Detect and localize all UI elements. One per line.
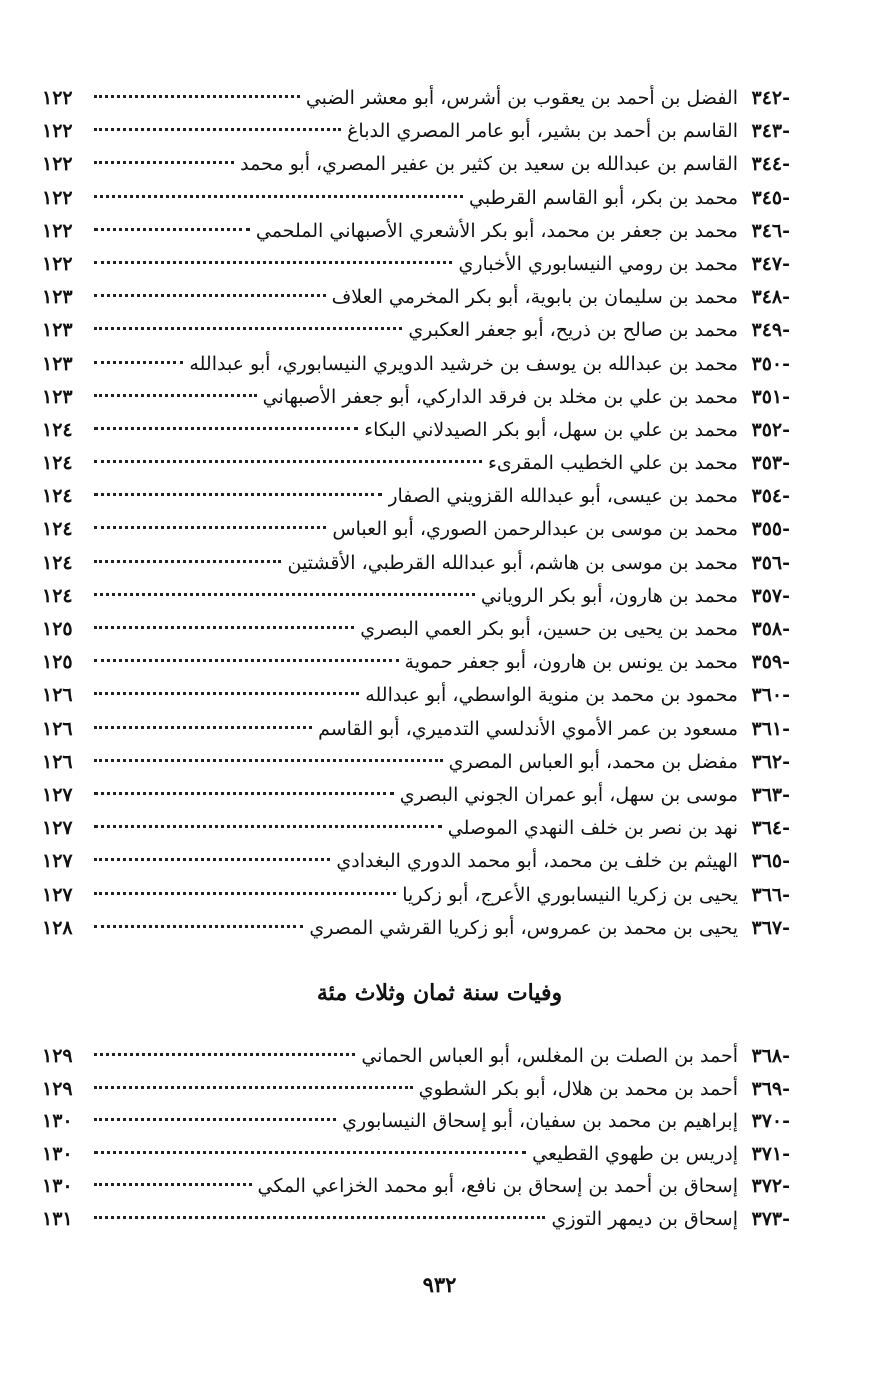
index-entry — [42, 879, 790, 912]
index-entry — [42, 480, 790, 513]
dot-leader — [94, 1053, 355, 1056]
entry-number: -٣٥٧ — [751, 584, 790, 607]
entry-name: محمود بن محمد بن منوية الواسطي، أبو عبدالله — [365, 684, 738, 707]
entry-page: ١٢٢ — [42, 120, 73, 143]
dot-leader — [94, 394, 257, 397]
entry-name: مفضل بن محمد، أبو العباس المصري — [448, 750, 738, 773]
entry-page: ١٣١ — [42, 1207, 73, 1230]
entry-name: أحمد بن محمد بن هلال، أبو بكر الشطوي — [418, 1077, 738, 1100]
entry-number: -٣٤٣ — [751, 120, 790, 143]
dot-leader — [94, 95, 300, 98]
entry-number: -٣٥٦ — [751, 551, 790, 574]
dot-leader — [94, 825, 442, 828]
index-list — [42, 82, 790, 945]
index-entry — [42, 115, 790, 148]
entry-number: -٣٥٨ — [751, 618, 790, 640]
dot-leader — [94, 1086, 413, 1089]
index-entry — [42, 248, 790, 281]
dot-leader — [94, 759, 443, 762]
entry-number: -٣٦٢ — [751, 750, 790, 773]
index-entry — [42, 1073, 790, 1106]
entry-number: -٣٥٤ — [751, 485, 790, 508]
entry-page: ١٢٩ — [42, 1077, 73, 1100]
entry-page: ١٢٥ — [42, 651, 73, 674]
entry-number: -٣٧١ — [751, 1142, 790, 1165]
entry-name: إسحاق بن أحمد بن إسحاق بن نافع، أبو محمد الخزاعي المكي — [257, 1175, 738, 1198]
dot-leader — [94, 294, 326, 297]
index-entry — [42, 281, 790, 314]
index-entry — [42, 381, 790, 414]
entry-name: القاسم بن أحمد بن بشير، أبو عامر المصري الدباغ — [347, 120, 738, 143]
index-entry — [42, 1040, 790, 1073]
index-entry — [42, 646, 790, 679]
dot-leader — [94, 460, 482, 463]
entry-name: محمد بن موسى بن عبدالرحمن الصوري، أبو العباس — [332, 518, 738, 541]
index-entry — [42, 1203, 790, 1236]
dot-leader — [94, 858, 330, 861]
entry-number: -٣٥٠ — [751, 352, 790, 375]
entry-name: إبراهيم بن محمد بن سفيان، أبو إسحاق النيسابوري — [342, 1110, 738, 1133]
entry-name: محمد بن يحيى بن حسين، أبو بكر العمي البصري — [360, 618, 738, 640]
entry-number: -٣٥٢ — [751, 418, 790, 441]
entry-name: محمد بن يونس بن هارون، أبو جعفر حموية — [404, 651, 738, 674]
entry-page: ١٣٠ — [42, 1142, 73, 1165]
entry-page: ١٣٠ — [42, 1110, 73, 1133]
index-entry — [42, 779, 790, 812]
index-entry — [42, 215, 790, 248]
index-entry — [42, 513, 790, 546]
dot-leader — [94, 692, 359, 695]
entry-page: ١٢٩ — [42, 1045, 73, 1067]
entry-number: -٣٤٩ — [751, 319, 790, 342]
index-entry — [42, 348, 790, 381]
entry-number: -٣٤٢ — [751, 87, 790, 109]
dot-leader — [94, 892, 396, 895]
entry-page: ١٢٢ — [42, 186, 73, 209]
entry-name: محمد بن عيسى، أبو عبدالله القزويني الصفار — [388, 485, 738, 508]
dot-leader — [94, 526, 326, 529]
entry-name: إدريس بن طهوي القطيعي — [532, 1142, 738, 1165]
section-heading: وفيات سنة ثمان وثلاث مئة — [316, 980, 563, 1006]
entry-name: أحمد بن الصلت بن المغلس، أبو العباس الحماني — [361, 1045, 738, 1067]
entry-page: ١٢٧ — [42, 883, 73, 906]
entry-name: إسحاق بن ديمهر التوزي — [551, 1207, 738, 1230]
entry-number: -٣٦١ — [751, 717, 790, 740]
dot-leader — [94, 659, 399, 662]
index-entry — [42, 912, 790, 945]
dot-leader — [94, 1183, 252, 1186]
dot-leader — [94, 427, 358, 430]
index-entry — [42, 613, 790, 646]
entry-number: -٣٧٠ — [751, 1110, 790, 1133]
entry-page: ١٢٣ — [42, 286, 73, 309]
entry-name: محمد بن سليمان بن بابوية، أبو بكر المخرمي العلاف — [331, 286, 738, 309]
entry-name: الهيثم بن خلف بن محمد، أبو محمد الدوري البغدادي — [336, 850, 738, 873]
entry-number: -٣٥٩ — [751, 651, 790, 674]
entry-name: يحيى بن زكريا النيسابوري الأعرج، أبو زكريا — [402, 883, 738, 906]
index-entry — [42, 447, 790, 480]
entry-name: محمد بن علي بن مخلد بن فرقد الداركي، أبو جعفر الأصبهاني — [262, 385, 738, 408]
entry-number: -٣٦٥ — [751, 850, 790, 873]
index-entry — [42, 812, 790, 845]
index-entry — [42, 314, 790, 347]
entry-name: موسى بن سهل، أبو عمران الجوني البصري — [399, 783, 738, 806]
entry-page: ١٣٠ — [42, 1175, 73, 1198]
dot-leader — [94, 161, 234, 164]
dot-leader — [94, 1118, 336, 1121]
dot-leader — [94, 1151, 526, 1154]
entry-name: محمد بن عبدالله بن يوسف بن خرشيد الدويري النيسابوري، أبو عبدالله — [189, 352, 738, 375]
entry-number: -٣٥٥ — [751, 518, 790, 541]
index-entry — [42, 845, 790, 878]
dot-leader — [94, 361, 183, 364]
index-entry — [42, 1138, 790, 1171]
entry-number: -٣٤٥ — [751, 186, 790, 209]
dot-leader — [94, 228, 250, 231]
entry-page: ١٢٤ — [42, 485, 73, 508]
entry-number: -٣٦٤ — [751, 817, 790, 840]
dot-leader — [94, 726, 312, 729]
entry-number: -٣٤٧ — [751, 252, 790, 275]
dot-leader — [94, 195, 463, 198]
entry-page: ١٢٤ — [42, 418, 73, 441]
dot-leader — [94, 1216, 545, 1219]
entry-page: ١٢٦ — [42, 750, 73, 773]
dot-leader — [94, 792, 394, 795]
index-entry — [42, 679, 790, 712]
dot-leader — [94, 560, 281, 563]
dot-leader — [94, 493, 382, 496]
index-entry — [42, 580, 790, 613]
entry-page: ١٢٦ — [42, 684, 73, 707]
page-number: ٩٣٢ — [422, 1272, 457, 1297]
entry-page: ١٢٧ — [42, 783, 73, 806]
index-entry — [42, 182, 790, 215]
entry-page: ١٢٧ — [42, 817, 73, 840]
dot-leader — [94, 327, 402, 330]
entry-page: ١٢٤ — [42, 452, 73, 475]
dot-leader — [94, 626, 354, 629]
entry-name: يحيى بن محمد بن عمروس، أبو زكريا القرشي المصري — [309, 916, 738, 939]
entry-number: -٣٦٣ — [751, 783, 790, 806]
entry-number: -٣٦٠ — [751, 684, 790, 707]
entry-number: -٣٤٦ — [751, 219, 790, 242]
dot-leader — [94, 593, 475, 596]
entry-page: ١٢٤ — [42, 551, 73, 574]
entry-name: محمد بن علي الخطيب المقرىء — [487, 452, 738, 475]
entry-number: -٣٧٣ — [751, 1207, 790, 1230]
index-entry — [42, 148, 790, 181]
entry-number: -٣٦٧ — [751, 916, 790, 939]
entry-name: نهد بن نصر بن خلف النهدي الموصلي — [447, 817, 738, 840]
entry-page: ١٢٣ — [42, 319, 73, 342]
dot-leader — [94, 128, 341, 131]
entry-name: مسعود بن عمر الأموي الأندلسي التدميري، أبو القاسم — [318, 717, 738, 740]
entry-page: ١٢٧ — [42, 850, 73, 873]
index-entry — [42, 82, 790, 115]
entry-name: محمد بن رومي النيسابوري الأخباري — [458, 252, 738, 275]
dot-leader — [94, 925, 303, 928]
entry-name: محمد بن موسى بن هاشم، أبو عبدالله القرطبي، الأقشتين — [287, 551, 738, 574]
entry-number: -٣٦٦ — [751, 883, 790, 906]
entry-page: ١٢٨ — [42, 916, 73, 939]
entry-number: -٣٤٨ — [751, 286, 790, 309]
entry-page: ١٢٢ — [42, 153, 73, 176]
index-entry — [42, 746, 790, 779]
entry-name: محمد بن بكر، أبو القاسم القرطبي — [468, 186, 738, 209]
index-list-2 — [42, 1040, 790, 1236]
entry-name: محمد بن هارون، أبو بكر الروياني — [480, 584, 738, 607]
entry-name: محمد بن جعفر بن محمد، أبو بكر الأشعري الأصبهاني الملحمي — [255, 219, 738, 242]
entry-page: ١٢٢ — [42, 252, 73, 275]
index-entry — [42, 547, 790, 580]
entry-name: الفضل بن أحمد بن يعقوب بن أشرس، أبو معشر الضبي — [305, 87, 738, 109]
entry-name: محمد بن صالح بن ذريح، أبو جعفر العكبري — [408, 319, 738, 342]
entry-page: ١٢٢ — [42, 219, 73, 242]
entry-page: ١٢٦ — [42, 717, 73, 740]
dot-leader — [94, 261, 452, 264]
entry-number: -٣٦٨ — [751, 1045, 790, 1067]
entry-number: -٣٥١ — [751, 385, 790, 408]
index-entry — [42, 414, 790, 447]
index-entry — [42, 1170, 790, 1203]
index-entry — [42, 713, 790, 746]
entry-number: -٣٦٩ — [751, 1077, 790, 1100]
entry-number: -٣٧٢ — [751, 1175, 790, 1198]
entry-page: ١٢٥ — [42, 618, 73, 640]
entry-page: ١٢٤ — [42, 518, 73, 541]
entry-page: ١٢٢ — [42, 87, 73, 109]
entry-name: محمد بن علي بن سهل، أبو بكر الصيدلاني البكاء — [364, 418, 738, 441]
entry-name: القاسم بن عبدالله بن سعيد بن كثير بن عفير المصري، أبو محمد — [240, 153, 738, 176]
entry-number: -٣٤٤ — [751, 153, 790, 176]
entry-page: ١٢٣ — [42, 352, 73, 375]
entry-page: ١٢٤ — [42, 584, 73, 607]
entry-number: -٣٥٣ — [751, 452, 790, 475]
index-entry — [42, 1105, 790, 1138]
entry-page: ١٢٣ — [42, 385, 73, 408]
